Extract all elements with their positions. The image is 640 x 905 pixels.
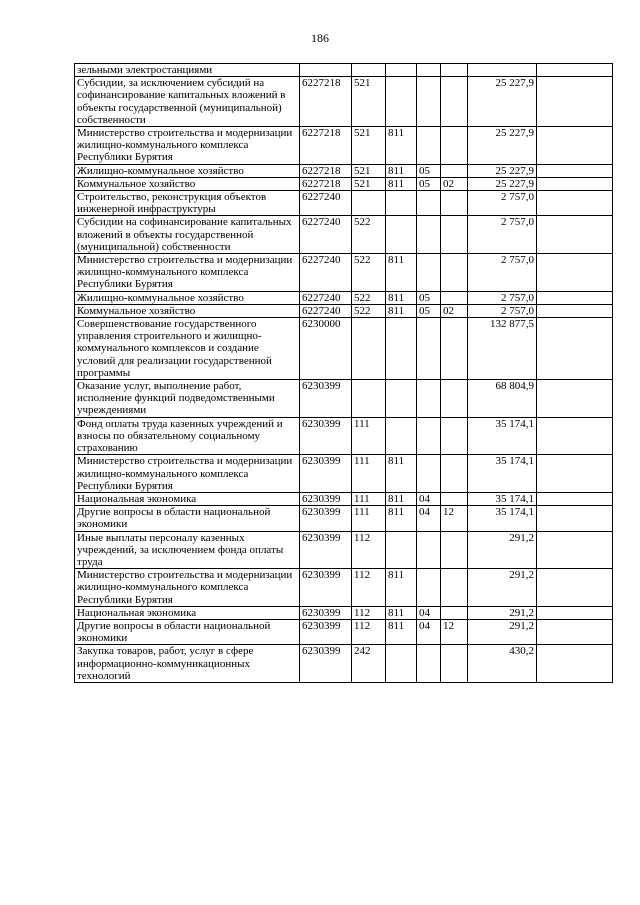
empty-cell xyxy=(537,380,613,418)
target-article-cell: 6230399 xyxy=(300,492,352,505)
empty-cell xyxy=(537,606,613,619)
section-cell: 04 xyxy=(417,492,441,505)
admin-code-cell: 811 xyxy=(386,177,417,190)
table-row xyxy=(75,191,613,216)
row-name-cell: Оказание услуг, выполнение работ, исполнение функций подведомственными учреждениями xyxy=(75,380,300,418)
table-row xyxy=(75,606,613,619)
expense-type-cell xyxy=(352,318,386,380)
expense-type-cell: 112 xyxy=(352,531,386,569)
admin-code-cell xyxy=(386,531,417,569)
table-row xyxy=(75,506,613,531)
empty-cell xyxy=(537,492,613,505)
row-name-cell: Закупка товаров, работ, услуг в сфере информационно-коммуникационных технологий xyxy=(75,645,300,683)
target-article-cell: 6227240 xyxy=(300,254,352,292)
section-cell xyxy=(417,216,441,254)
empty-cell xyxy=(537,417,613,455)
section-cell xyxy=(417,318,441,380)
expense-type-cell: 112 xyxy=(352,569,386,607)
budget-table-body xyxy=(75,64,613,683)
subsection-cell xyxy=(441,191,468,216)
row-name-cell: Иные выплаты персоналу казенных учреждений, за исключением фонда оплаты труда xyxy=(75,531,300,569)
target-article-cell: 6227240 xyxy=(300,216,352,254)
expense-type-cell: 521 xyxy=(352,77,386,127)
subsection-cell xyxy=(441,569,468,607)
row-name-cell: Жилищно-коммунальное хозяйство xyxy=(75,291,300,304)
row-name-cell: Коммунальное хозяйство xyxy=(75,177,300,190)
empty-cell xyxy=(537,77,613,127)
row-name-cell: Фонд оплаты труда казенных учреждений и взносы по обязательному социальному страхованию xyxy=(75,417,300,455)
expense-type-cell xyxy=(352,380,386,418)
empty-cell xyxy=(537,64,613,77)
row-name-cell: Субсидии на софинансирование капитальных вложений в объекты государственной (муниципальной) собственности xyxy=(75,216,300,254)
subsection-cell xyxy=(441,645,468,683)
subsection-cell: 02 xyxy=(441,304,468,317)
table-row xyxy=(75,127,613,165)
expense-type-cell xyxy=(352,191,386,216)
expense-type-cell: 522 xyxy=(352,216,386,254)
section-cell xyxy=(417,417,441,455)
amount-cell: 291,2 xyxy=(468,606,537,619)
row-name-cell: Другие вопросы в области национальной экономики xyxy=(75,506,300,531)
table-row xyxy=(75,645,613,683)
section-cell: 05 xyxy=(417,304,441,317)
target-article-cell: 6227218 xyxy=(300,127,352,165)
target-article-cell: 6227240 xyxy=(300,291,352,304)
admin-code-cell xyxy=(386,77,417,127)
expense-type-cell: 521 xyxy=(352,127,386,165)
target-article-cell: 6227240 xyxy=(300,304,352,317)
empty-cell xyxy=(537,506,613,531)
amount-cell: 68 804,9 xyxy=(468,380,537,418)
section-cell xyxy=(417,569,441,607)
target-article-cell: 6230399 xyxy=(300,506,352,531)
section-cell xyxy=(417,127,441,165)
amount-cell: 2 757,0 xyxy=(468,291,537,304)
table-row xyxy=(75,417,613,455)
expense-type-cell: 111 xyxy=(352,417,386,455)
amount-cell: 2 757,0 xyxy=(468,216,537,254)
section-cell xyxy=(417,191,441,216)
admin-code-cell: 811 xyxy=(386,164,417,177)
empty-cell xyxy=(537,254,613,292)
row-name-cell: Министерство строительства и модернизации жилищно-коммунального комплекса Республики Бурятия xyxy=(75,455,300,493)
amount-cell: 291,2 xyxy=(468,619,537,644)
table-row xyxy=(75,318,613,380)
section-cell: 04 xyxy=(417,606,441,619)
target-article-cell: 6230399 xyxy=(300,645,352,683)
empty-cell xyxy=(537,291,613,304)
table-row xyxy=(75,77,613,127)
subsection-cell xyxy=(441,417,468,455)
section-cell xyxy=(417,531,441,569)
table-row xyxy=(75,177,613,190)
expense-type-cell xyxy=(352,64,386,77)
subsection-cell xyxy=(441,455,468,493)
expense-type-cell: 521 xyxy=(352,164,386,177)
subsection-cell xyxy=(441,254,468,292)
row-name-cell: Другие вопросы в области национальной экономики xyxy=(75,619,300,644)
empty-cell xyxy=(537,619,613,644)
target-article-cell: 6230399 xyxy=(300,531,352,569)
target-article-cell: 6227218 xyxy=(300,164,352,177)
amount-cell: 35 174,1 xyxy=(468,492,537,505)
row-name-cell: Коммунальное хозяйство xyxy=(75,304,300,317)
table-row xyxy=(75,619,613,644)
empty-cell xyxy=(537,177,613,190)
target-article-cell: 6230399 xyxy=(300,569,352,607)
admin-code-cell xyxy=(386,191,417,216)
amount-cell: 25 227,9 xyxy=(468,164,537,177)
amount-cell xyxy=(468,64,537,77)
target-article-cell: 6230399 xyxy=(300,380,352,418)
table-row xyxy=(75,304,613,317)
amount-cell: 132 877,5 xyxy=(468,318,537,380)
empty-cell xyxy=(537,318,613,380)
section-cell: 05 xyxy=(417,291,441,304)
section-cell xyxy=(417,645,441,683)
amount-cell: 25 227,9 xyxy=(468,127,537,165)
amount-cell: 430,2 xyxy=(468,645,537,683)
table-row xyxy=(75,64,613,77)
expense-type-cell: 522 xyxy=(352,304,386,317)
section-cell xyxy=(417,77,441,127)
section-cell: 05 xyxy=(417,177,441,190)
empty-cell xyxy=(537,455,613,493)
table-row xyxy=(75,455,613,493)
row-name-cell: Национальная экономика xyxy=(75,606,300,619)
subsection-cell xyxy=(441,77,468,127)
section-cell xyxy=(417,64,441,77)
target-article-cell: 6227218 xyxy=(300,177,352,190)
admin-code-cell: 811 xyxy=(386,619,417,644)
subsection-cell xyxy=(441,492,468,505)
target-article-cell: 6230399 xyxy=(300,619,352,644)
row-name-cell: Министерство строительства и модернизации жилищно-коммунального комплекса Республики Бурятия xyxy=(75,569,300,607)
section-cell xyxy=(417,455,441,493)
admin-code-cell: 811 xyxy=(386,492,417,505)
target-article-cell: 6230399 xyxy=(300,606,352,619)
amount-cell: 2 757,0 xyxy=(468,304,537,317)
admin-code-cell: 811 xyxy=(386,506,417,531)
subsection-cell xyxy=(441,318,468,380)
admin-code-cell: 811 xyxy=(386,606,417,619)
expense-type-cell: 111 xyxy=(352,492,386,505)
empty-cell xyxy=(537,531,613,569)
row-name-cell: Совершенствование государственного управления строительного и жилищно-коммунального комплексов и создание условий для реализации государственной программы xyxy=(75,318,300,380)
empty-cell xyxy=(537,645,613,683)
empty-cell xyxy=(537,191,613,216)
amount-cell: 291,2 xyxy=(468,531,537,569)
section-cell: 04 xyxy=(417,506,441,531)
admin-code-cell xyxy=(386,216,417,254)
expense-type-cell: 111 xyxy=(352,455,386,493)
subsection-cell: 02 xyxy=(441,177,468,190)
expense-type-cell: 112 xyxy=(352,619,386,644)
expense-type-cell: 242 xyxy=(352,645,386,683)
admin-code-cell: 811 xyxy=(386,254,417,292)
amount-cell: 291,2 xyxy=(468,569,537,607)
target-article-cell: 6227240 xyxy=(300,191,352,216)
subsection-cell xyxy=(441,216,468,254)
table-row xyxy=(75,380,613,418)
page-number: 186 xyxy=(311,31,329,45)
amount-cell: 35 174,1 xyxy=(468,417,537,455)
admin-code-cell xyxy=(386,380,417,418)
expense-type-cell: 522 xyxy=(352,254,386,292)
empty-cell xyxy=(537,216,613,254)
target-article-cell xyxy=(300,64,352,77)
admin-code-cell xyxy=(386,645,417,683)
budget-table xyxy=(74,63,613,683)
admin-code-cell: 811 xyxy=(386,127,417,165)
expense-type-cell: 521 xyxy=(352,177,386,190)
table-row xyxy=(75,216,613,254)
admin-code-cell: 811 xyxy=(386,569,417,607)
row-name-cell: зельными электростанциями xyxy=(75,64,300,77)
amount-cell: 35 174,1 xyxy=(468,455,537,493)
row-name-cell: Строительство, реконструкция объектов инженерной инфраструктуры xyxy=(75,191,300,216)
expense-type-cell: 522 xyxy=(352,291,386,304)
row-name-cell: Министерство строительства и модернизации жилищно-коммунального комплекса Республики Бурятия xyxy=(75,254,300,292)
empty-cell xyxy=(537,127,613,165)
table-row xyxy=(75,254,613,292)
table-row xyxy=(75,531,613,569)
section-cell xyxy=(417,254,441,292)
subsection-cell xyxy=(441,531,468,569)
target-article-cell: 6230399 xyxy=(300,455,352,493)
expense-type-cell: 111 xyxy=(352,506,386,531)
empty-cell xyxy=(537,304,613,317)
table-row xyxy=(75,569,613,607)
row-name-cell: Субсидии, за исключением субсидий на софинансирование капитальных вложений в объекты государственной (муниципальной) собственности xyxy=(75,77,300,127)
subsection-cell xyxy=(441,164,468,177)
table-row xyxy=(75,291,613,304)
admin-code-cell: 811 xyxy=(386,291,417,304)
admin-code-cell: 811 xyxy=(386,304,417,317)
empty-cell xyxy=(537,569,613,607)
subsection-cell: 12 xyxy=(441,506,468,531)
row-name-cell: Национальная экономика xyxy=(75,492,300,505)
subsection-cell xyxy=(441,64,468,77)
empty-cell xyxy=(537,164,613,177)
amount-cell: 2 757,0 xyxy=(468,254,537,292)
section-cell xyxy=(417,380,441,418)
target-article-cell: 6230000 xyxy=(300,318,352,380)
admin-code-cell xyxy=(386,318,417,380)
section-cell: 04 xyxy=(417,619,441,644)
subsection-cell xyxy=(441,380,468,418)
amount-cell: 25 227,9 xyxy=(468,77,537,127)
table-row xyxy=(75,492,613,505)
section-cell: 05 xyxy=(417,164,441,177)
subsection-cell xyxy=(441,606,468,619)
admin-code-cell xyxy=(386,417,417,455)
subsection-cell: 12 xyxy=(441,619,468,644)
amount-cell: 35 174,1 xyxy=(468,506,537,531)
table-row xyxy=(75,164,613,177)
amount-cell: 25 227,9 xyxy=(468,177,537,190)
subsection-cell xyxy=(441,127,468,165)
admin-code-cell: 811 xyxy=(386,455,417,493)
row-name-cell: Жилищно-коммунальное хозяйство xyxy=(75,164,300,177)
admin-code-cell xyxy=(386,64,417,77)
subsection-cell xyxy=(441,291,468,304)
target-article-cell: 6227218 xyxy=(300,77,352,127)
expense-type-cell: 112 xyxy=(352,606,386,619)
row-name-cell: Министерство строительства и модернизации жилищно-коммунального комплекса Республики Бурятия xyxy=(75,127,300,165)
amount-cell: 2 757,0 xyxy=(468,191,537,216)
target-article-cell: 6230399 xyxy=(300,417,352,455)
